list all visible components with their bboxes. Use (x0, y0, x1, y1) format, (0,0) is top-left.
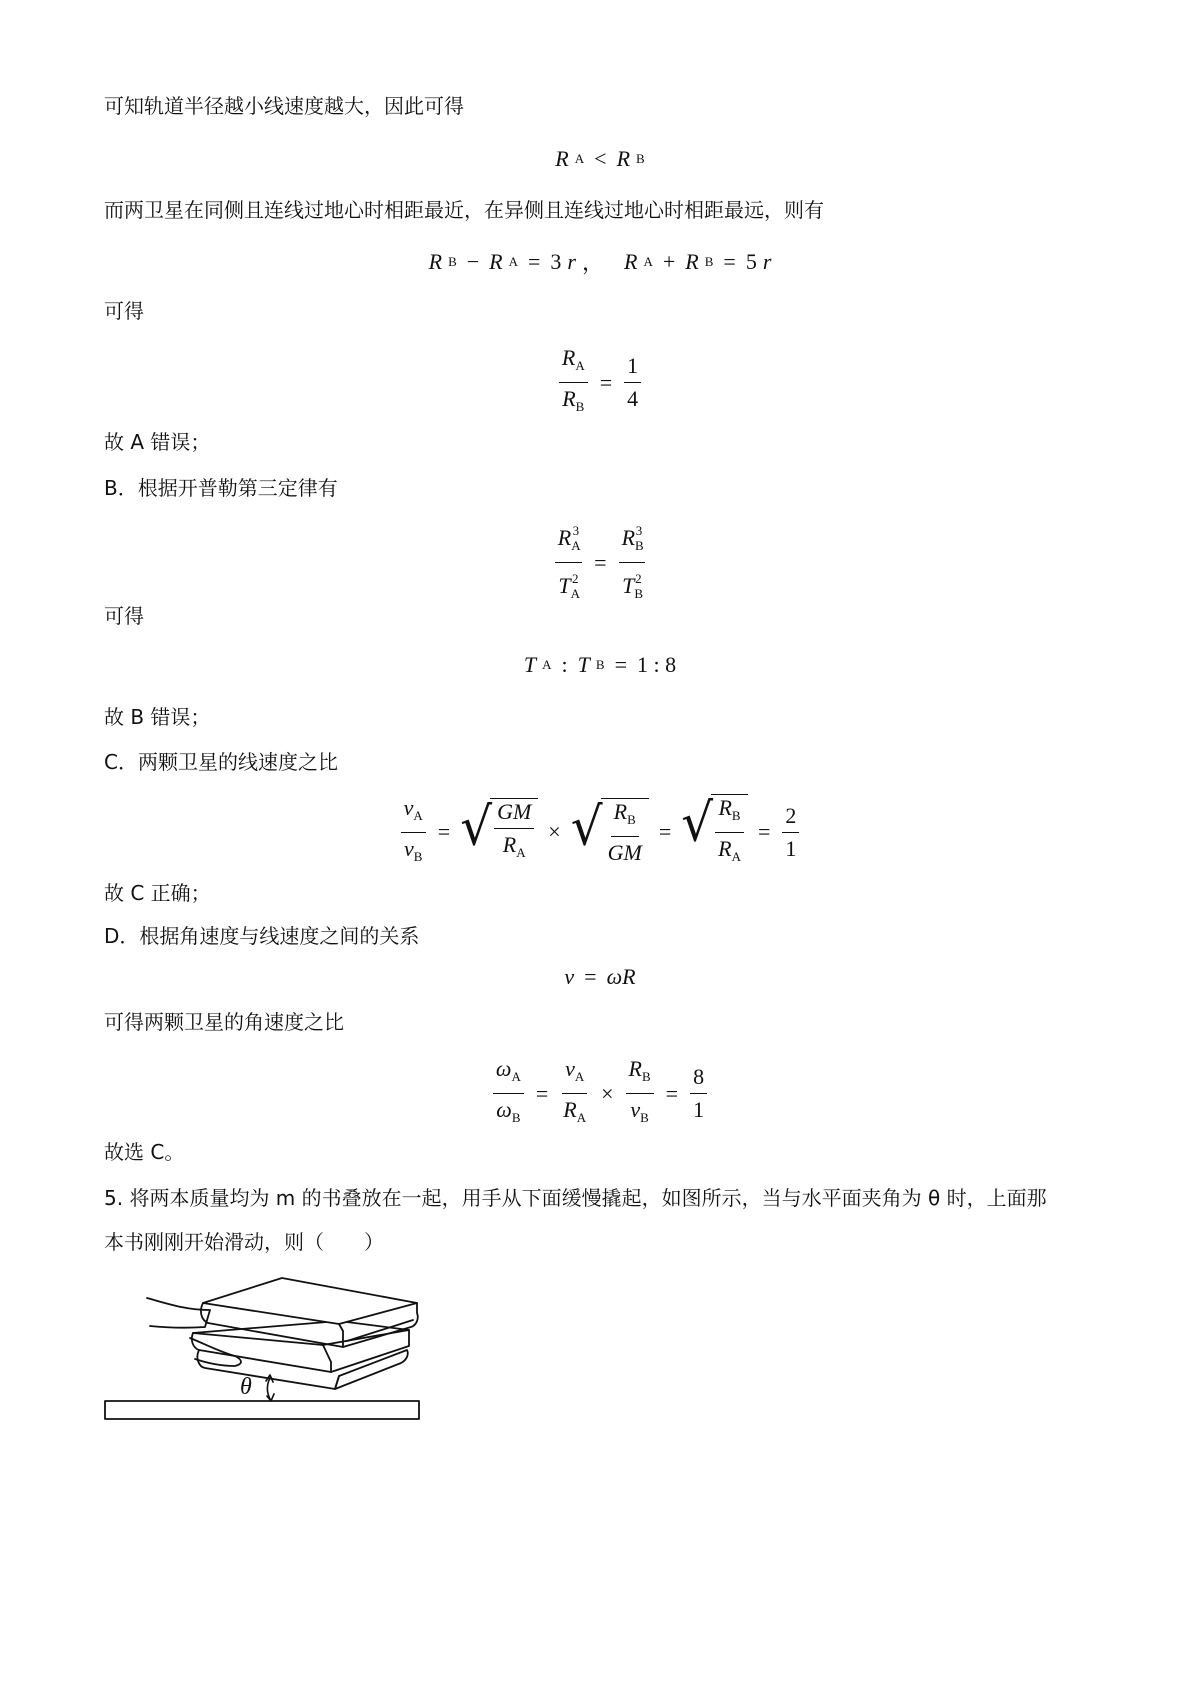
equation-5: T A : T B = 1 : 8 (523, 652, 677, 677)
text-line-8: C．两颗卫星的线速度之比 (104, 750, 338, 774)
books-figure (95, 1270, 435, 1430)
text-line-6: 可得 (104, 604, 144, 628)
text-line-9: 故 C 正确； (104, 881, 211, 905)
text-line-10: D．根据角速度与线速度之间的关系 (104, 924, 420, 948)
text-line-3: 可得 (104, 299, 144, 323)
equation-7: v = ωR (564, 964, 636, 989)
question-5-line-1: 5. 将两本质量均为 m 的书叠放在一起，用手从下面缓慢撬起，如图所示，当与水平面夹角为 θ 时，上面那 (104, 1186, 1047, 1210)
lower-book (193, 1321, 409, 1345)
text-line-7: 故 B 错误； (104, 705, 211, 729)
question-5-line-2: 本书刚刚开始滑动，则（ ） (104, 1230, 384, 1254)
equation-8: $\frac{\omega_A}{\omega_B}$ = $\frac{v_A}{R_A}$ × $\frac{R_B}{v_B}$ = $\frac{8}{1}$ (0, 1056, 1200, 1131)
text-line-1: 可知轨道半径越小线速度越大，因此可得 (104, 94, 464, 118)
text-line-11: 可得两颗卫星的角速度之比 (104, 1010, 344, 1034)
text-line-5: B．根据开普勒第三定律有 (104, 476, 338, 500)
equation-3: $\frac{R_A}{R_B}$ = $\frac{1}{4}$ (0, 345, 1200, 420)
text-line-4: 故 A 错误； (104, 430, 211, 454)
angle-label: θ (240, 1374, 252, 1400)
upper-book (203, 1278, 417, 1324)
text-line-12: 故选 C。 (104, 1140, 185, 1164)
equation-6: $\frac{v_A}{v_B}$ = √ $\frac{GM}{R_A}$ × √ $\frac{R_B}{GM}$ = √ $\frac{R_B}{R_A}$ = $\frac{2}{1}$ (0, 794, 1200, 870)
equation-2: R B − R A = 3 r ， R A + R B = 5 r (428, 248, 772, 275)
equation-4: $\frac{R_A^3}{T_A^2}$ = $\frac{R_B^3}{T_B^2}$ (0, 518, 1200, 607)
text-line-2: 而两卫星在同侧且连线过地心时相距最近，在异侧且连线过地心时相距最远，则有 (104, 198, 824, 222)
table-surface (105, 1401, 419, 1419)
equation-1: R A < R B (555, 146, 645, 171)
